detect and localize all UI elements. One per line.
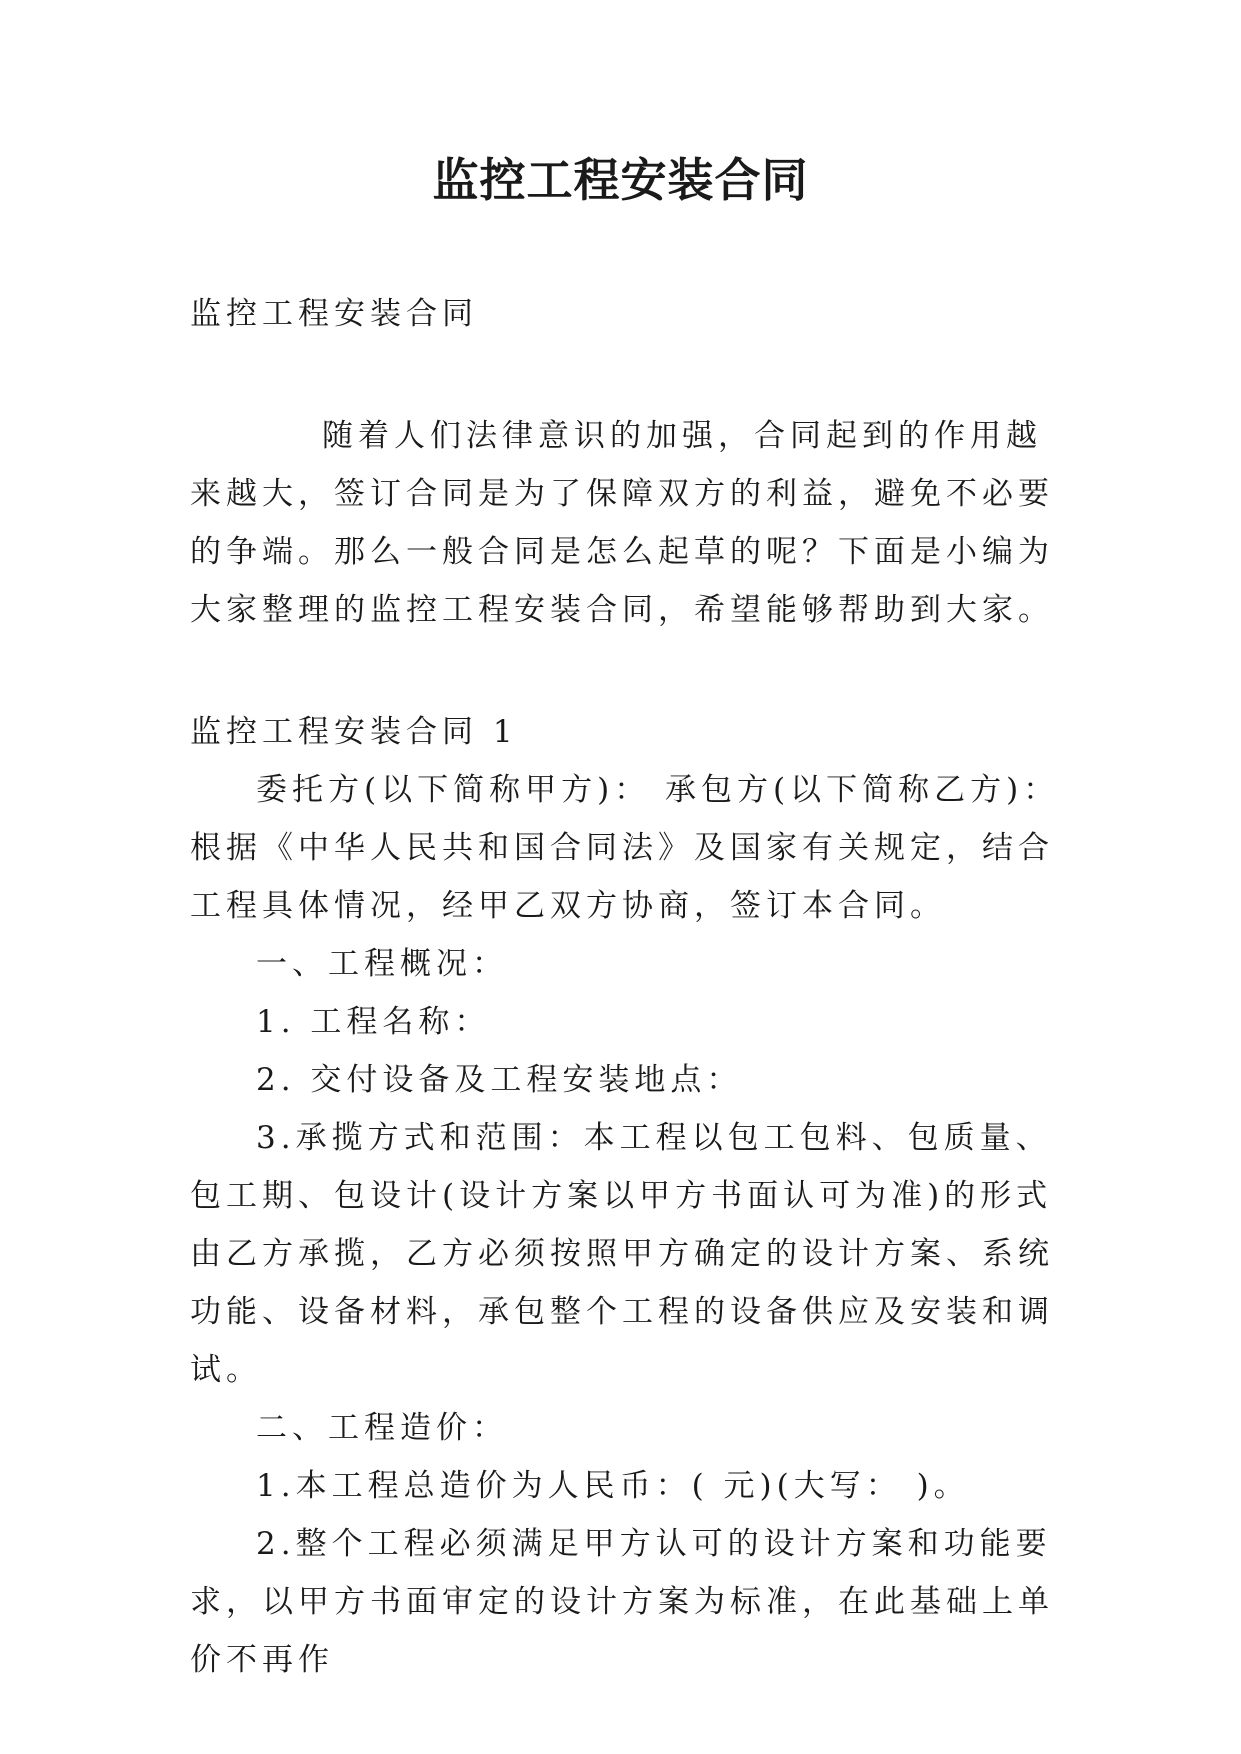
spacer bbox=[190, 639, 1060, 703]
item-total-cost: 1.本工程总造价为人民币：( 元)(大写： )。 bbox=[256, 1468, 970, 1504]
document-body bbox=[190, 285, 1060, 1689]
item-project-name: 1. 工程名称： bbox=[256, 1004, 491, 1040]
intro-paragraph: 随着人们法律意识的加强，合同起到的作用越来越大，签订合同是为了保障双方的利益，避免不必要的争端。那么一般合同是怎么起草的呢？下面是小编为大家整理的监控工程安装合同，希望能够帮助到大家。 bbox=[190, 418, 1054, 628]
paragraph-parties: 委托方(以下简称甲方)： 承包方(以下简称乙方)： 根据《中华人民共和国合同法》及国家有关规定，结合工程具体情况，经甲乙双方协商，签订本合同。 bbox=[190, 772, 1060, 924]
heading-project-overview: 一、工程概况： bbox=[256, 946, 508, 982]
document-title: 监控工程安装合同 bbox=[432, 153, 809, 207]
item-design-requirements: 2.整个工程必须满足甲方认可的设计方案和功能要求，以甲方书面审定的设计方案为标准，在此基础上单价不再作 bbox=[190, 1526, 1054, 1678]
item-contract-scope: 3.承揽方式和范围：本工程以包工包料、包质量、包工期、包设计(设计方案以甲方书面认可为准)的形式由乙方承揽，乙方必须按照甲方确定的设计方案、系统功能、设备材料，承包整个工程的设备供应及安装和调试。 bbox=[190, 1120, 1054, 1388]
spacer bbox=[190, 343, 1060, 407]
heading-project-cost: 二、工程造价： bbox=[256, 1410, 508, 1446]
item-installation-location: 2. 交付设备及工程安装地点： bbox=[256, 1062, 743, 1098]
document-subtitle: 监控工程安装合同 bbox=[190, 296, 478, 332]
section-title: 监控工程安装合同 1 bbox=[190, 714, 518, 750]
